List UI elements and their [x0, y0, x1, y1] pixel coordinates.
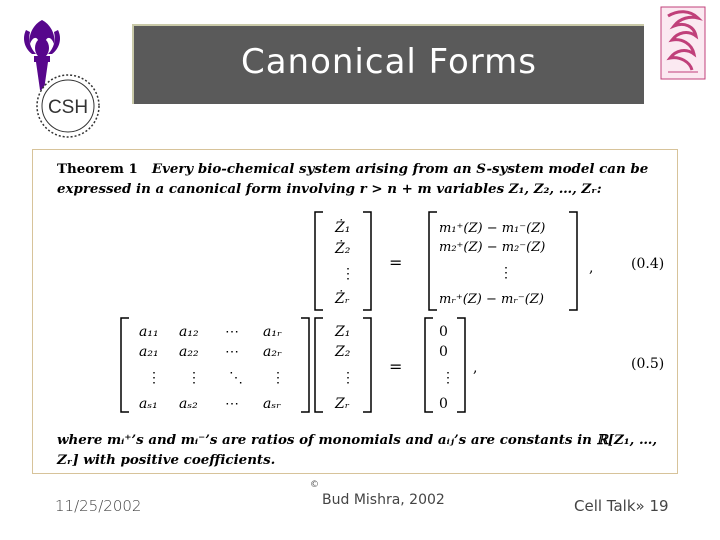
copyright-symbol: ©: [310, 480, 319, 490]
eq2-m-0-3: a₁ᵣ: [263, 324, 282, 340]
eq1-rhs-1: m₂⁺(Z) − m₂⁻(Z): [439, 240, 546, 255]
eq2-z-3: Zᵣ: [335, 396, 350, 412]
csh-seal-text: CSH: [47, 97, 89, 118]
eq2-z-2: ⋮: [341, 370, 355, 386]
eq2-m-3-3: aₛᵣ: [263, 396, 281, 412]
footer-author: Bud Mishra, 2002: [322, 492, 445, 508]
footer-date: 11/25/2002: [55, 497, 142, 515]
theorem-footer-line-2: Zᵣ] with positive coefficients.: [57, 452, 276, 468]
eq2-tag: (0.5): [631, 356, 665, 372]
eq2-equals: =: [389, 357, 403, 376]
eq2-rhs-1: 0: [439, 344, 448, 360]
eq1-lhs-3: Żᵣ: [335, 291, 350, 307]
eq2-m-1-3: a₂ᵣ: [263, 344, 282, 360]
theorem-label: Theorem 1: [57, 161, 138, 177]
eq1-rhs-0: m₁⁺(Z) − m₁⁻(Z): [439, 221, 546, 236]
eq2-m-3-2: ⋯: [225, 396, 239, 412]
theorem-panel: [32, 149, 678, 474]
eq2-m-2-3: ⋮: [271, 370, 285, 386]
eq2-m-2-2: ⋱: [229, 370, 243, 386]
eq2-m-1-0: a₂₁: [139, 344, 159, 360]
eq2-m-3-0: aₛ₁: [139, 396, 158, 412]
eq2-z-0: Z₁: [335, 324, 351, 340]
theorem-footer-line-1: where mᵢ⁺’s and mᵢ⁻’s are ratios of monomials and aᵢⱼ’s are constants in ℝ[Z₁, …,: [57, 432, 658, 448]
eq2-m-0-2: ⋯: [225, 324, 239, 340]
eq2-m-1-2: ⋯: [225, 344, 239, 360]
eq1-rhs-2: ⋮: [499, 265, 513, 281]
eq2-m-2-1: ⋮: [187, 370, 201, 386]
eq2-rhs-0: 0: [439, 324, 448, 340]
title-bar: [132, 24, 644, 104]
eq2-m-0-0: a₁₁: [139, 324, 159, 340]
eq1-rhs-3: mᵣ⁺(Z) − mᵣ⁻(Z): [439, 292, 544, 307]
corner-emblem-icon: [660, 6, 706, 80]
eq1-tag: (0.4): [631, 256, 665, 272]
page-title: Canonical Forms: [240, 42, 538, 82]
eq2-z-1: Z₂: [335, 344, 351, 360]
eq2-m-3-1: aₛ₂: [179, 396, 198, 412]
eq1-lhs-2: ⋮: [341, 266, 355, 282]
eq2-m-1-1: a₂₂: [179, 344, 199, 360]
footer-credit: [310, 480, 450, 508]
equation-0-4: [315, 212, 664, 310]
eq2-rhs-2: ⋮: [441, 370, 455, 386]
eq2-rhs-3: 0: [439, 396, 448, 412]
eq1-equals: =: [389, 253, 403, 272]
eq2-comma: ,: [473, 360, 478, 376]
eq1-lhs-0: Ż₁: [335, 220, 351, 236]
footer-slide-number: Cell Talk» 19: [574, 497, 669, 515]
eq2-m-2-0: ⋮: [147, 370, 161, 386]
equations-figure: [33, 150, 679, 475]
eq1-comma: ,: [589, 260, 594, 276]
eq1-lhs-1: Ż₂: [335, 241, 351, 257]
eq2-m-0-1: a₁₂: [179, 324, 199, 340]
csh-seal-icon: [34, 72, 102, 140]
theorem-text: Every bio-chemical system arising from an S-system model can be expressed in a canonical form involving r > n + m variables Z₁, Z₂, …, Zᵣ:: [57, 161, 649, 197]
equation-0-5: [121, 318, 664, 412]
